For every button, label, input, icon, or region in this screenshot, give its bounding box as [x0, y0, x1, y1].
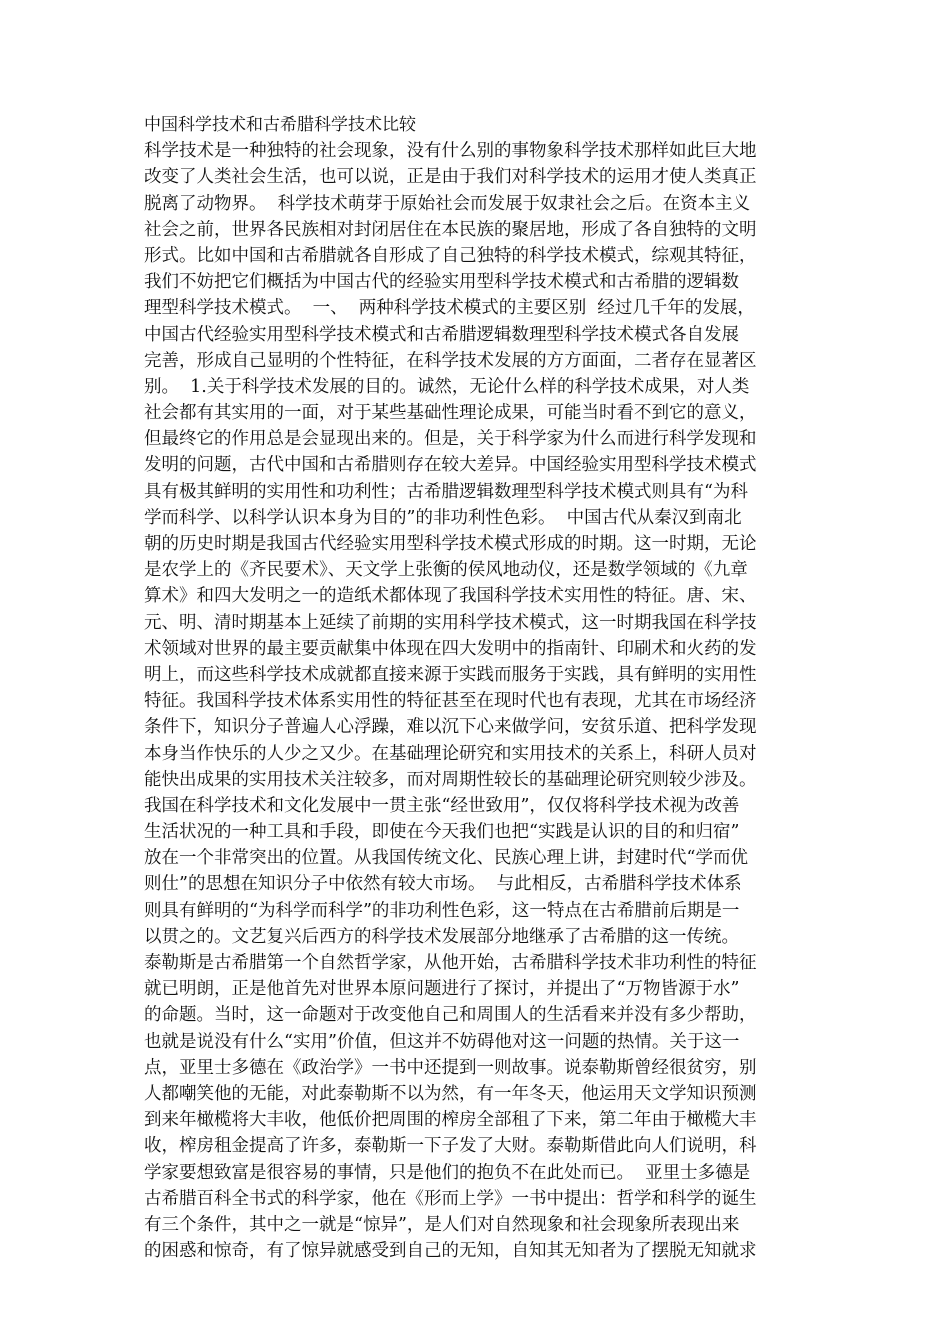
document-title: 中国科学技术和古希腊科学技术比较 — [144, 115, 416, 135]
text-line: 形式。比如中国和古希腊就各自形成了自己独特的科学技术模式，综观其特征， — [144, 245, 757, 266]
text-line: 学家要想致富是很容易的事情，只是他们的抱负不在此处而已。 亚里士多德是 — [144, 1162, 751, 1183]
text-line: 具有极其鲜明的实用性和功利性；古希腊逻辑数理型科学技术模式则具有“为科 — [144, 481, 748, 502]
text-line: 脱离了动物界。 科学技术萌芽于原始社会而发展于奴隶社会之后。在资本主义 — [144, 193, 751, 214]
text-line: 学而科学、以科学认识本身为目的”的非功利性色彩。 中国古代从秦汉到南北 — [144, 507, 742, 528]
text-line: 明上，而这些科学技术成就都直接来源于实践而服务于实践，具有鲜明的实用性 — [144, 664, 757, 685]
text-line: 泰勒斯是古希腊第一个自然哲学家，从他开始，古希腊科学技术非功利性的特征 — [144, 953, 757, 973]
text-line: 朝的历史时期是我国古代经验实用型科学技术模式形成的时期。这一时期，无论 — [144, 534, 757, 554]
text-line: 完善，形成自己显明的个性特征，在科学技术发展的方方面面，二者存在显著区 — [144, 350, 757, 371]
text-line: 则具有鲜明的“为科学而科学”的非功利性色彩，这一特点在古希腊前后期是一 — [144, 900, 740, 921]
text-line: 改变了人类社会生活，也可以说，正是由于我们对科学技术的运用才使人类真正 — [144, 167, 757, 188]
text-line: 人都嘲笑他的无能，对此泰勒斯不以为然，有一年冬天，他运用天文学知识预测 — [144, 1083, 757, 1104]
text-line: 我们不妨把它们概括为中国古代的经验实用型科学技术模式和古希腊的逻辑数 — [144, 272, 739, 293]
text-line: 别。 1.关于科学技术发展的目的。诚然，无论什么样的科学技术成果，对人类 — [144, 376, 750, 397]
text-line: 以贯之的。文艺复兴后西方的科学技术发展部分地继承了古希腊的这一传统。 — [144, 926, 739, 947]
text-line: 是农学上的《齐民要术》、天文学上张衡的侯风地动仪，还是数学领域的《九章 — [144, 560, 748, 581]
text-line: 我国在科学技术和文化发展中一贯主张“经世致用”，仅仅将科学技术视为改善 — [144, 795, 740, 816]
text-line: 元、明、清时期基本上延续了前期的实用科学技术模式，这一时期我国在科学技 — [144, 612, 757, 633]
document-body — [144, 112, 808, 1264]
text-line: 到来年橄榄将大丰收，他低价把周围的榨房全部租了下来，第二年由于橄榄大丰 — [144, 1110, 757, 1131]
text-line: 收，榨房租金提高了许多，泰勒斯一下子发了大财。泰勒斯借此向人们说明，科 — [144, 1136, 757, 1157]
text-line: 点，亚里士多德在《政治学》一书中还提到一则故事。说泰勒斯曾经很贫穷，别 — [144, 1057, 757, 1078]
text-line: 古希腊百科全书式的科学家，他在《形而上学》一书中提出：哲学和科学的诞生 — [144, 1188, 757, 1209]
text-line: 社会都有其实用的一面，对于某些基础性理论成果，可能当时看不到它的意义， — [144, 403, 757, 424]
text-line: 有三个条件，其中之一就是“惊异”，是人们对自然现象和社会现象所表现出来 — [144, 1214, 740, 1235]
text-line: 生活状况的一种工具和手段，即使在今天我们也把“实践是认识的目的和归宿” — [144, 822, 740, 843]
text-line: 本身当作快乐的人少之又少。在基础理论研究和实用技术的关系上，科研人员对 — [144, 743, 757, 764]
text-line: 术领域对世界的最主要贡献集中体现在四大发明中的指南针、印刷术和火药的发 — [144, 638, 757, 659]
text-line: 社会之前，世界各民族相对封闭居住在本民族的聚居地，形成了各自独特的文明 — [144, 219, 757, 240]
text-line: 也就是说没有什么“实用”价值，但这并不妨碍他对这一问题的热情。关于这一 — [144, 1031, 740, 1052]
text-line: 条件下，知识分子普遍人心浮躁，难以沉下心来做学问，安贫乐道、把科学发现 — [144, 717, 757, 738]
text-line: 理型科学技术模式。 一、 两种科学技术模式的主要区别 经过几千年的发展， — [144, 298, 755, 319]
text-line: 则仕”的思想在知识分子中依然有较大市场。 与此相反，古希腊科学技术体系 — [144, 874, 742, 895]
text-line: 科学技术是一种独特的社会现象，没有什么别的事物象科学技术那样如此巨大地 — [144, 141, 757, 162]
text-line: 能快出成果的实用技术关注较多，而对周期性较长的基础理论研究则较少涉及。 — [144, 769, 757, 790]
text-line: 放在一个非常突出的位置。从我国传统文化、民族心理上讲，封建时代“学而优 — [144, 848, 748, 869]
text-line: 但最终它的作用总是会显现出来的。但是，关于科学家为什么而进行科学发现和 — [144, 429, 757, 450]
text-line: 特征。我国科学技术体系实用性的特征甚至在现时代也有表现，尤其在市场经济 — [144, 691, 757, 712]
text-line: 的困惑和惊奇，有了惊异就感受到自己的无知，自知其无知者为了摆脱无知就求 — [144, 1241, 757, 1262]
text-line: 的命题。当时，这一命题对于改变他自己和周围人的生活看来并没有多少帮助， — [144, 1005, 757, 1026]
text-line: 中国古代经验实用型科学技术模式和古希腊逻辑数理型科学技术模式各自发展 — [144, 324, 739, 345]
text-line: 发明的问题，古代中国和古希腊则存在较大差异。中国经验实用型科学技术模式 — [144, 455, 757, 476]
text-line: 就已明朗，正是他首先对世界本原问题进行了探讨，并提出了“万物皆源于水” — [144, 979, 740, 1000]
text-line: 算术》和四大发明之一的造纸术都体现了我国科学技术实用性的特征。唐、宋、 — [144, 586, 757, 607]
